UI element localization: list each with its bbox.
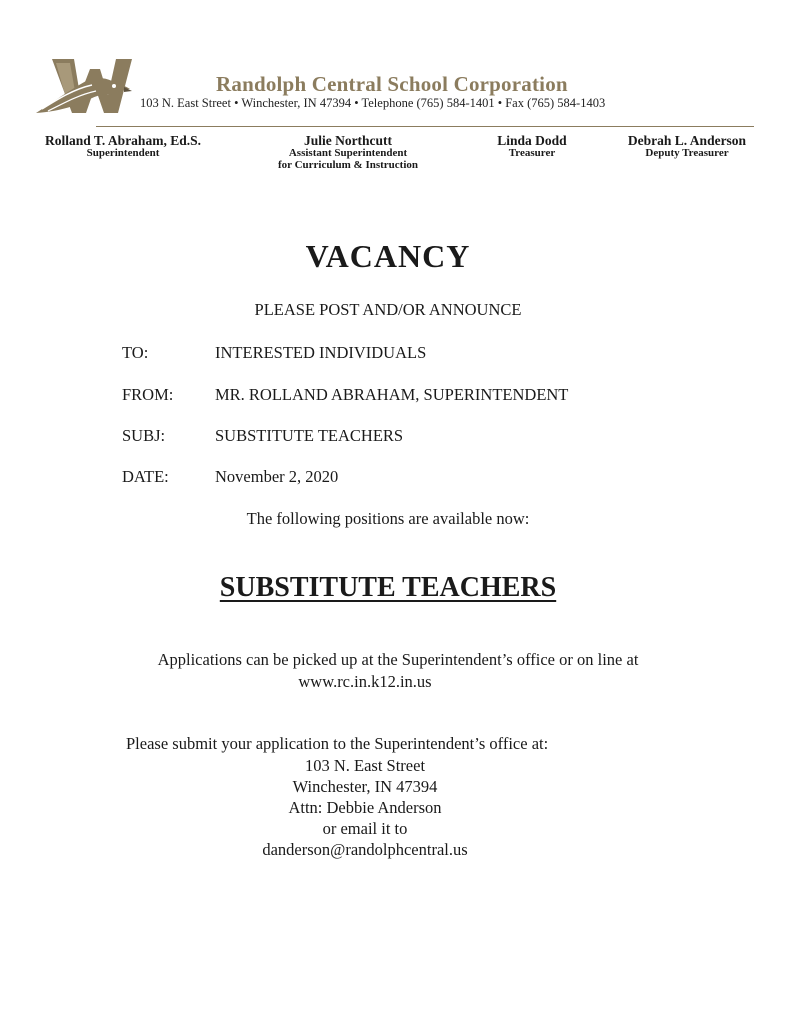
officer-name: Debrah L. Anderson: [627, 133, 747, 148]
availability-statement: The following positions are available now:: [246, 509, 530, 528]
memo-to-value: INTERESTED INDIVIDUALS: [215, 343, 427, 362]
memo-from-label: FROM:: [122, 385, 174, 404]
submit-email-address: danderson@randolphcentral.us: [262, 840, 468, 859]
application-instructions: Applications can be picked up at the Superintendent’s office or on line at: [157, 650, 639, 669]
officer-title: Deputy Treasurer: [645, 147, 729, 160]
officer-assistant-superintendent: [250, 134, 446, 171]
memo-to-label: TO:: [122, 343, 149, 362]
memo-date-label: DATE:: [122, 467, 169, 486]
officer-deputy-treasurer: [612, 134, 762, 160]
memo-date-value: November 2, 2020: [215, 467, 339, 486]
officer-title: Treasurer: [508, 147, 556, 160]
officer-name: Rolland T. Abraham, Ed.S.: [45, 133, 201, 148]
officer-title-line2: for Curriculum & Instruction: [277, 158, 419, 171]
officer-title: Superintendent: [86, 147, 160, 160]
letterhead-divider: [96, 126, 754, 127]
officer-treasurer: [480, 134, 584, 160]
officer-superintendent: [30, 134, 216, 160]
officer-title: Assistant Superintendent: [288, 147, 408, 160]
submit-attention: Attn: Debbie Anderson: [288, 798, 442, 817]
memo-subject-value: SUBSTITUTE TEACHERS: [215, 426, 404, 445]
application-website: www.rc.in.k12.in.us: [298, 672, 432, 691]
submit-street: 103 N. East Street: [304, 756, 426, 775]
memo-from-value: MR. ROLLAND ABRAHAM, SUPERINTENDENT: [215, 385, 569, 404]
post-instruction: PLEASE POST AND/OR ANNOUNCE: [254, 300, 522, 319]
organization-address: 103 N. East Street • Winchester, IN 47394 • Telephone (765) 584-1401 • Fax (765) 584-1403: [140, 96, 606, 110]
hawk-w-logo-icon: [34, 55, 134, 121]
submit-city: Winchester, IN 47394: [292, 777, 438, 796]
officer-name: Julie Northcutt: [303, 133, 393, 148]
memo-subject-label: SUBJ:: [122, 426, 166, 445]
submit-instructions: Please submit your application to the Superintendent’s office at:: [126, 734, 549, 753]
notice-heading: VACANCY: [305, 238, 471, 274]
organization-name: Randolph Central School Corporation: [216, 72, 568, 96]
position-title: SUBSTITUTE TEACHERS: [219, 572, 557, 603]
submit-email-intro: or email it to: [322, 819, 408, 838]
officer-name: Linda Dodd: [497, 133, 567, 148]
